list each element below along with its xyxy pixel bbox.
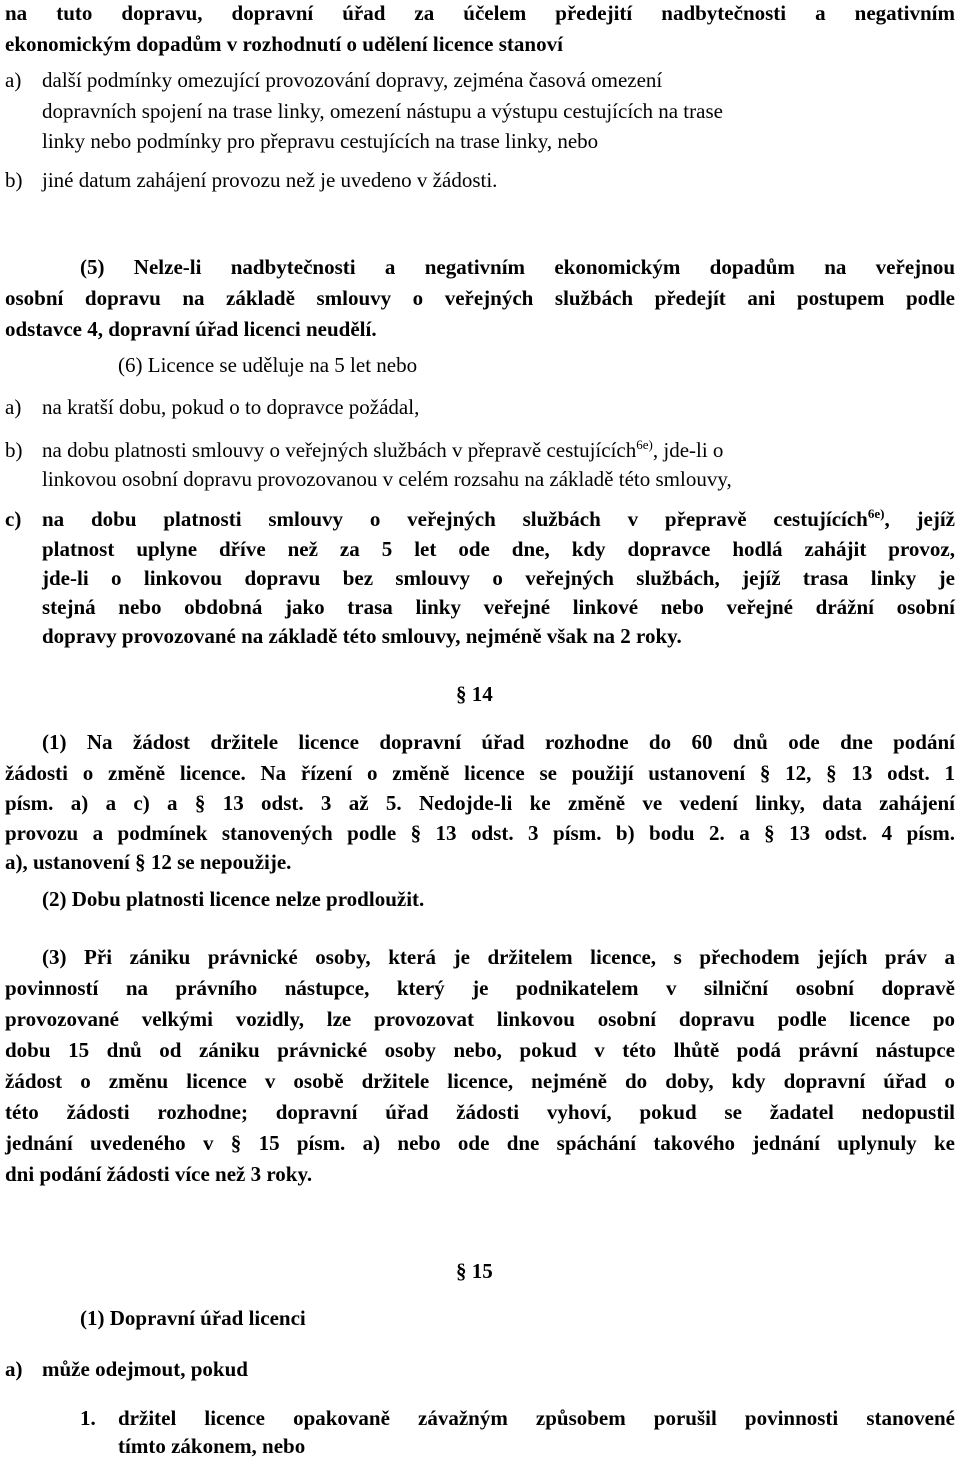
text-line: žádosti o změně licence. Na řízení o změně licence se použijí ustanovení § 12, § 13 odst. 1 bbox=[5, 761, 955, 785]
text-line: osobní dopravu na základě smlouvy o veřejných službách předejít ani postupem podle bbox=[5, 286, 955, 310]
text-line: této žádosti rozhodne; dopravní úřad žádosti vyhoví, pokud se žadatel nedopustil bbox=[5, 1100, 955, 1124]
text-line: a), ustanovení § 12 se nepoužije. bbox=[5, 850, 292, 874]
text-line: (2) Dobu platnosti licence nelze prodloužit. bbox=[42, 887, 425, 911]
list-label: c) bbox=[5, 507, 22, 531]
text-line: držitel licence opakovaně závažným způsobem porušil povinnosti stanovené bbox=[118, 1406, 955, 1430]
text-span: , jejíž bbox=[884, 507, 955, 531]
footnote-ref: 6e) bbox=[636, 437, 653, 452]
text-line: ekonomickým dopadům v rozhodnutí o udělení licence stanoví bbox=[5, 32, 563, 56]
text-line: linky nebo podmínky pro přepravu cestujících na trase linky, nebo bbox=[42, 129, 599, 153]
text-line: (6) Licence se uděluje na 5 let nebo bbox=[118, 353, 418, 377]
text-line: (1) Na žádost držitele licence dopravní úřad rozhodne do 60 dnů ode dne podání bbox=[42, 730, 955, 754]
text-line: stejná nebo obdobná jako trasa linky veřejné linkové nebo veřejné drážní osobní bbox=[42, 595, 955, 619]
list-label: b) bbox=[5, 168, 23, 192]
text-line: linkovou osobní dopravu provozovanou v celém rozsahu na základě této smlouvy, bbox=[42, 467, 732, 491]
list-label: a) bbox=[5, 395, 22, 419]
list-label: 1. bbox=[80, 1406, 96, 1430]
text-line: (1) Dopravní úřad licenci bbox=[80, 1306, 306, 1330]
text-line: (5) Nelze-li nadbytečnosti a negativním ekonomickým dopadům na veřejnou bbox=[80, 255, 955, 279]
text-line bbox=[42, 506, 955, 532]
text-line: provozované velkými vozidly, lze provozovat linkovou osobní dopravu podle licence po bbox=[5, 1007, 955, 1031]
text-line: (3) Při zániku právnické osoby, která je držitelem licence, s přechodem jejích práv a bbox=[42, 945, 955, 969]
text-line: žádost o změnu licence v osobě držitele licence, nejméně do doby, kdy dopravní úřad o bbox=[5, 1069, 955, 1093]
footnote-ref: 6e) bbox=[867, 506, 885, 521]
text-line: jde-li o linkovou dopravu bez smlouvy o veřejných službách, jejíž trasa linky je bbox=[42, 566, 955, 590]
text-line: provozu a podmínek stanovených podle § 13 odst. 3 písm. b) bodu 2. a § 13 odst. 4 písm. bbox=[5, 821, 955, 845]
text-span: na dobu platnosti smlouvy o veřejných službách v přepravě cestujících bbox=[42, 438, 637, 462]
list-label: a) bbox=[5, 68, 22, 92]
text-line: odstavce 4, dopravní úřad licenci neudělí. bbox=[5, 317, 377, 341]
list-label: a) bbox=[5, 1357, 23, 1381]
text-line: platnost uplyne dříve než za 5 let ode dne, kdy dopravce hodlá zahájit provoz, bbox=[42, 537, 955, 561]
text-line: povinností na právního nástupce, který je podnikatelem v silniční osobní dopravě bbox=[5, 976, 955, 1000]
text-line: další podmínky omezující provozování dopravy, zejména časová omezení bbox=[42, 68, 663, 92]
text-line: jednání uvedeného v § 15 písm. a) nebo ode dne spáchání takového jednání uplynuly ke bbox=[5, 1131, 955, 1155]
text-line: na tuto dopravu, dopravní úřad za účelem předejití nadbytečnosti a negativním bbox=[5, 1, 955, 25]
text-line: může odejmout, pokud bbox=[42, 1357, 248, 1381]
section-heading: § 14 bbox=[456, 682, 493, 706]
text-line: písm. a) a c) a § 13 odst. 3 až 5. Nedojde-li ke změně ve vedení linky, data zahájení bbox=[5, 791, 955, 815]
text-line: na kratší dobu, pokud o to dopravce požádal, bbox=[42, 395, 420, 419]
text-line: jiné datum zahájení provozu než je uvedeno v žádosti. bbox=[42, 168, 498, 192]
text-span: , jde-li o bbox=[652, 438, 724, 462]
text-line: dopravních spojení na trase linky, omezení nástupu a výstupu cestujících na trase bbox=[42, 99, 723, 123]
text-line bbox=[42, 437, 723, 463]
section-heading: § 15 bbox=[456, 1259, 493, 1283]
text-line: dni podání žádosti více než 3 roky. bbox=[5, 1162, 313, 1186]
text-line: dopravy provozované na základě této smlouvy, nejméně však na 2 roky. bbox=[42, 624, 682, 648]
text-span: na dobu platnosti smlouvy o veřejných službách v přepravě cestujících bbox=[42, 507, 868, 531]
text-line: tímto zákonem, nebo bbox=[118, 1434, 306, 1458]
list-label: b) bbox=[5, 438, 23, 462]
text-line: dobu 15 dnů od zániku právnické osoby nebo, pokud v této lhůtě podá právní nástupce bbox=[5, 1038, 955, 1062]
